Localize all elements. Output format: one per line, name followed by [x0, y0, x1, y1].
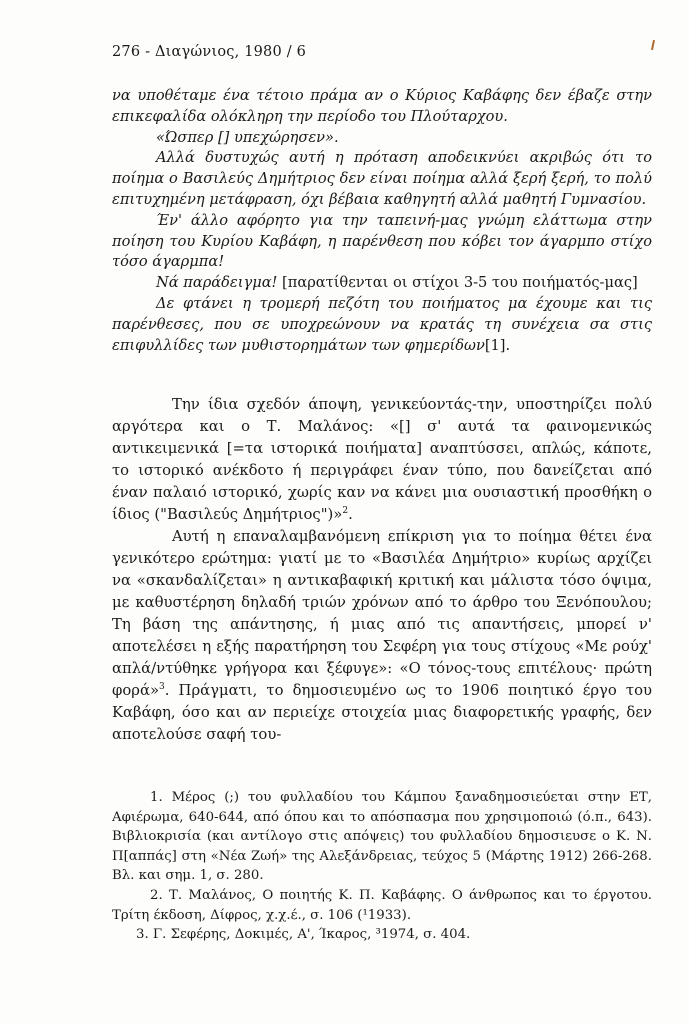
- paragraph-2: [112, 526, 652, 746]
- quote-line-4: Έν' άλλο αφόρητο για την ταπεινή-μας γνώμη ελάττωμα στην ποίηση του Κυρίου Καβάφη, η παρένθεση που κόβει τον άγαρμπο στίχο τόσο άγαρμπα!: [112, 211, 652, 271]
- footnote-ref-3: 3: [159, 682, 165, 693]
- paragraph-2-text: Αυτή η επαναλαμβανόμενη επίκριση για το ποίημα θέτει ένα γενικότερο ερώτημα: γιατί με το «Βασιλέα Δημήτριο» κυρίως αρχίζει να «σκανδαλίζεται» η αντικαβαφική κριτική και μάλιστα τόσο όψιμα, με καθυστέρηση δηλαδή τριών χρόνων από το άρθρο του Ξενόπουλου; Τη βάση της απάντησης, ή μιας από τις απαντήσεις, μπορεί ν' αποτελέσει η εξής παρατήρηση του Σεφέρη για τους στίχους «Με ρούχ' απλά/ντύθηκε γρήγορα και ξέφυγε»: «Ο τόνος-τους επιτέλους· πρώτη φορά»: [112, 528, 652, 699]
- quote-line-5: [112, 273, 652, 294]
- paragraph-1-text: Την ίδια σχεδόν άποψη, γενικεύοντάς-την, υποστηρίζει πολύ αργότερα και ο Τ. Μαλάνος: «[] σ' αυτά τα φαινομενικώς αντικειμενικά [=τα ιστορικά ποιήματα] αναπτύσσει, απλώς, κάποτε, το ιστορικό ανέκδοτο ή περιγράφει έναν τύπο, που δανείζεται από έναν παλαιό ιστορικό, χωρίς καν να κάνει μια ουσιαστική προσθήκη ο ίδιος ("Βασιλεύς Δημήτριος")»: [112, 396, 652, 523]
- footnote-2: 2. Τ. Μαλάνος, Ο ποιητής Κ. Π. Καβάφης. Ο άνθρωπος και το έργοτου. Τρίτη έκδοση, Δίφρος, χ.χ.έ., σ. 106 (¹1933).: [112, 887, 652, 923]
- paragraph-2-end: . Πράγματι, το δημοσιευμένο ως το 1906 ποιητικό έργο του Καβάφη, όσο και αν περιείχε στοιχεία μιας διαφορετικής γραφής, δεν αποτελούσε σαφή του-: [112, 682, 652, 743]
- running-head: 276 - Διαγώνιος, 1980 / 6: [112, 44, 307, 60]
- footnote-3: 3. Γ. Σεφέρης, Δοκιμές, Α', Ίκαρος, ³1974, σ. 404.: [136, 927, 471, 943]
- quote-line-2: «Ώσπερ [] υπεχώρησεν».: [156, 128, 339, 146]
- paragraph-1: [112, 394, 652, 526]
- quote-line-3: Αλλά δυστυχώς αυτή η πρόταση αποδεικνύει ακριβώς ότι το ποίημα ο Βασιλεύς Δημήτριος δεν είναι ποίημα αλλά ξερή ξερή, το πολύ επιτυχημένη μετάφραση, όχι βέβαια καθηγητή αλλά μαθητή Γυμνασίου.: [112, 149, 652, 208]
- footnote-ref-1: [1].: [484, 336, 511, 354]
- quote-line-1: να υποθέταμε ένα τέτοιο πράμα αν ο Κύριος Καβάφης δεν έβαζε στην επικεφαλίδα ολόκληρη την περίοδο του Πλούταρχου.: [112, 87, 652, 125]
- quote-line-6: [112, 294, 652, 356]
- quote-line-6-text: Δε φτάνει η τρομερή πεζότη του ποιήματος μα έχουμε και τις παρένθεσες, που σε υποχρεώνουν να κρατάς τη συνέχεια σα στις επιφυλλίδες των μυθιστορημάτων των φημερίδων: [112, 294, 652, 354]
- quote-line-5-italic: Νά παράδειγμα!: [156, 274, 278, 292]
- quoted-passage: [112, 86, 652, 356]
- margin-mark: [651, 40, 655, 50]
- footnote-ref-2: 2: [342, 506, 349, 517]
- footnote-1: 1. Μέρος (;) του φυλλαδίου του Κάμπου ξαναδημοσιεύεται στην ΕΤ, Αφιέρωμα, 640-644, από όπου και το απόσπασμα που χρησιμοποιώ (ό.π., 643). Βιβλιοκρισία (και αντίλογο στις απόψεις) του φυλλαδίου δημοσιευσε ο Κ. Ν. Π[αππάς] στη «Νέα Ζωή» της Αλεξάνδρειας, τεύχος 5 (Μάρτης 1912) 266-268. Βλ. και σημ. 1, σ. 280.: [112, 790, 652, 884]
- footnotes: [112, 788, 652, 945]
- paragraph-1-end: .: [348, 506, 353, 523]
- body-text: [112, 394, 652, 746]
- quote-line-5-upright: [παρατίθενται οι στίχοι 3-5 του ποιήματός-μας]: [277, 274, 638, 292]
